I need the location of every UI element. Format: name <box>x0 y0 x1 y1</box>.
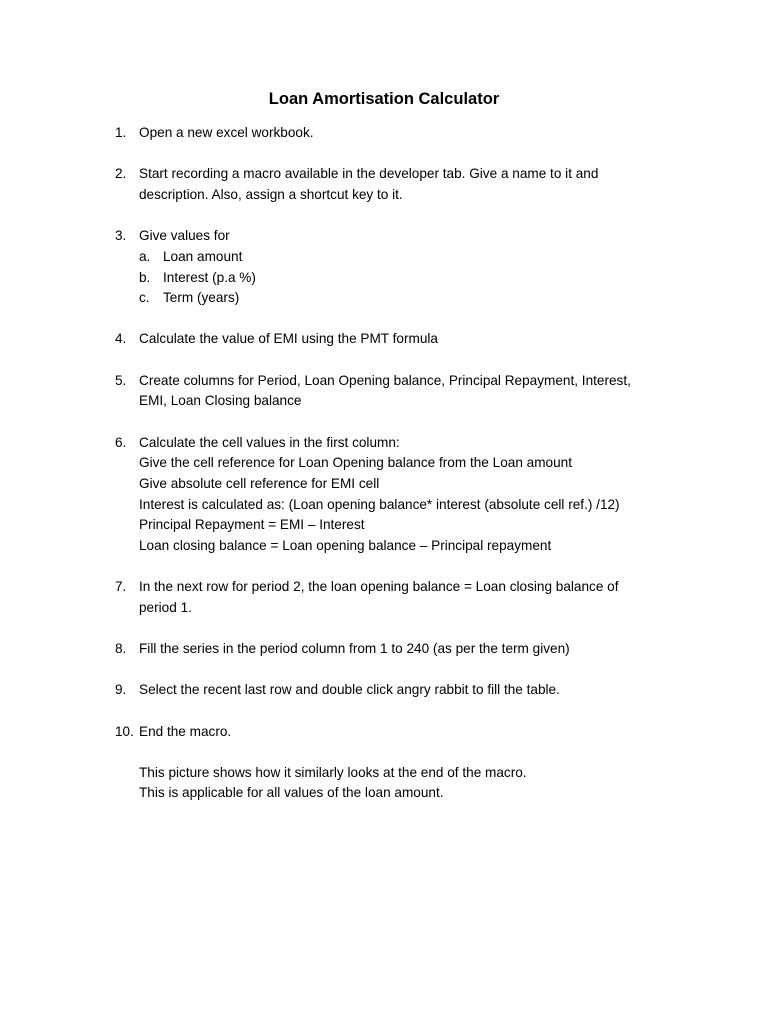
step-text: In the next row for period 2, the loan opening balance = Loan closing balance of <box>139 579 619 595</box>
sub-item <box>139 288 659 309</box>
step-text: Calculate the value of EMI using the PMT formula <box>139 331 438 347</box>
step-text: Give values for <box>139 228 230 244</box>
step-body <box>139 639 659 660</box>
step-text: Principal Repayment = EMI – Interest <box>139 517 365 533</box>
sub-item-letter: b. <box>139 269 151 285</box>
step-text: Create columns for Period, Loan Opening balance, Principal Repayment, Interest, <box>139 372 631 388</box>
step-body <box>139 123 659 144</box>
step-number: 8. <box>115 641 127 657</box>
step-text: Loan closing balance = Loan opening balance – Principal repayment <box>139 538 552 554</box>
step-body <box>139 329 659 350</box>
step-text: Select the recent last row and double click angry rabbit to fill the table. <box>139 682 560 698</box>
note-text: This picture shows how it similarly looks at the end of the macro. <box>139 764 527 780</box>
step-body <box>139 226 659 309</box>
list-item <box>0 329 768 350</box>
step-text: description. Also, assign a shortcut key to it. <box>139 186 403 202</box>
step-number: 4. <box>115 331 127 347</box>
step-body <box>139 722 659 743</box>
step-text: Give the cell reference for Loan Opening balance from the Loan amount <box>139 455 573 471</box>
step-body <box>139 371 659 412</box>
list-item <box>0 722 768 743</box>
step-text: Fill the series in the period column from 1 to 240 (as per the term given) <box>139 641 570 657</box>
note-text: This is applicable for all values of the loan amount. <box>139 785 444 801</box>
step-text: period 1. <box>139 599 192 615</box>
step-number: 3. <box>115 228 127 244</box>
list-item <box>0 577 768 618</box>
step-number: 5. <box>115 372 127 388</box>
sub-item <box>139 247 659 268</box>
step-number: 10. <box>115 723 134 739</box>
step-number: 7. <box>115 579 127 595</box>
step-number: 6. <box>115 434 127 450</box>
step-body <box>139 164 659 205</box>
step-number: 9. <box>115 682 127 698</box>
step-number: 1. <box>115 125 127 140</box>
step-text: Interest is calculated as: (Loan opening balance* interest (absolute cell ref.) /12) <box>139 496 620 512</box>
step-text: EMI, Loan Closing balance <box>139 393 302 409</box>
list-item <box>0 433 768 557</box>
list-item <box>0 371 768 412</box>
step-text: Start recording a macro available in the developer tab. Give a name to it and <box>139 166 599 182</box>
steps-list <box>0 123 768 804</box>
step-text: Open a new excel workbook. <box>139 125 314 140</box>
step-text: Give absolute cell reference for EMI cell <box>139 475 380 491</box>
list-item <box>0 639 768 660</box>
step-body <box>139 577 659 618</box>
step-text: Calculate the cell values in the first column: <box>139 434 400 450</box>
list-item <box>0 164 768 205</box>
page-title: Loan Amortisation Calculator <box>268 90 500 108</box>
list-item <box>0 680 768 701</box>
sub-item-letter: c. <box>139 290 150 306</box>
sub-item-text: Interest (p.a %) <box>163 269 256 285</box>
sub-item-text: Term (years) <box>163 290 240 306</box>
step-text: End the macro. <box>139 723 232 739</box>
step-body <box>139 680 659 701</box>
sub-item <box>139 268 659 289</box>
sub-item-letter: a. <box>139 248 151 264</box>
list-item <box>0 123 768 144</box>
sub-item-text: Loan amount <box>163 248 243 264</box>
step-number: 2. <box>115 166 127 182</box>
list-item <box>0 226 768 309</box>
step-body <box>139 433 659 557</box>
closing-note <box>139 763 659 804</box>
